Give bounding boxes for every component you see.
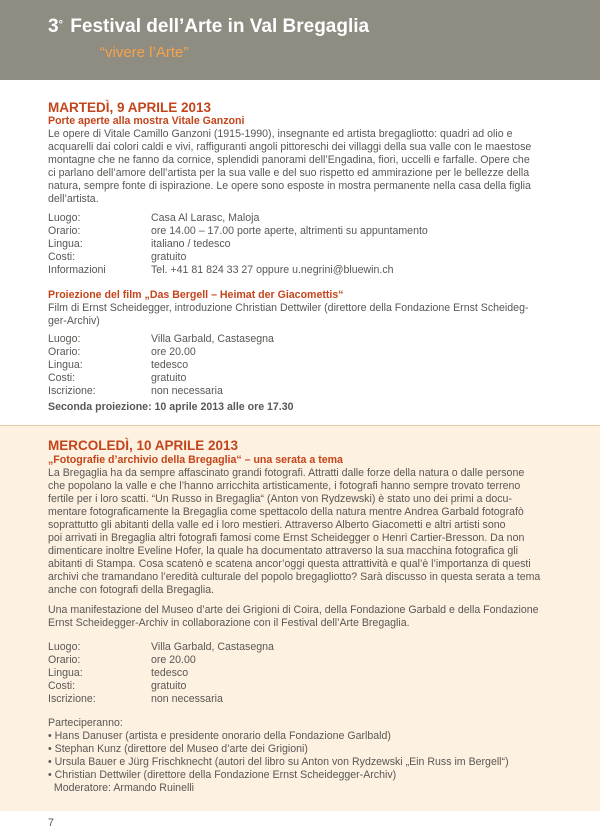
- info-row-registration: Iscrizione: non necessaria: [48, 693, 223, 705]
- info-row-cost: Costi: gratuito: [48, 680, 187, 692]
- event1-description: Le opere di Vitale Camillo Ganzoni (1915-1990), insegnante ed artista bregagliotto: quadri ad olio e acquarelli dai colori caldi e vivi, raffiguranti angoli pittoreschi dei villaggi della sua valle con le maestose montagne che ne fanno da cornice, splendidi panorami dell’Engadina, fiori, uccelli e farfalle. Opere che ci parlano dell’amore dell’artista per la sua valle e del suo rispetto ed ammirazione per le bellezze della natura, sempre fonte di ispirazione. Le opere sono esposte in mostra permanente nella casa della figlia dell’artista.: [48, 128, 532, 205]
- event1-title: Porte aperte alla mostra Vitale Ganzoni: [48, 115, 245, 127]
- info-row-location: Luogo: Casa Al Larasc, Maloja: [48, 212, 260, 224]
- event2-title: Proiezione del film „Das Bergell – Heimat der Giacomettis“: [48, 289, 344, 301]
- info-row-registration: Iscrizione: non necessaria: [48, 385, 223, 397]
- day1-heading: MARTEDÌ, 9 APRILE 2013: [48, 100, 212, 115]
- event2-info: [48, 333, 558, 398]
- event1-info: [48, 212, 558, 277]
- info-row-cost: Costi: gratuito: [48, 372, 187, 384]
- info-row-time: Orario: ore 20.00: [48, 654, 196, 666]
- info-row-language: Lingua: tedesco: [48, 359, 189, 371]
- event3-info: [48, 641, 558, 706]
- festival-subtitle: “vivere l’Arte”: [100, 44, 189, 61]
- section-day2: [0, 425, 600, 811]
- event3-title: „Fotografie d’archivio della Bregaglia“ – una serata a tema: [48, 454, 343, 466]
- festival-title: 3° Festival dell’Arte in Val Bregaglia: [48, 16, 370, 37]
- info-row-time: Orario: ore 14.00 – 17.00 porte aperte, altrimenti su appuntamento: [48, 225, 428, 237]
- event2-description: Film di Ernst Scheidegger, introduzione Christian Dettwiler (direttore della Fondazione Ernst Scheideg- ger-Archiv): [48, 302, 529, 327]
- event3-organizers: Una manifestazione del Museo d’arte dei Grigioni di Coira, della Fondazione Garbald e della Fondazione Ernst Scheidegger-Archiv in collaborazione con il Festival dell’Arte Bregaglia.: [48, 604, 539, 629]
- info-row-time: Orario: ore 20.00: [48, 346, 196, 358]
- participants-list: Parteciperanno: • Hans Danuser (artista e presidente onorario della Fondazione Garlbald) • Stephan Kunz (direttore del Museo d’arte dei Grigioni) • Ursula Bauer e Jürg Frischknecht (autori del libro su Anton von Rydzewski „Ein Russ im Bergell“) • Christian Dettwiler (direttore della Fondazione Ernst Scheidegger-Archiv) Moderatore: Armando Ruinelli: [48, 717, 509, 794]
- info-row-cost: Costi: gratuito: [48, 251, 187, 263]
- info-row-language: Lingua: italiano / tedesco: [48, 238, 231, 250]
- info-row-location: Luogo: Villa Garbald, Castasegna: [48, 333, 274, 345]
- info-row-contact: Informazioni Tel. +41 81 824 33 27 oppure u.negrini@bluewin.ch: [48, 264, 394, 276]
- day2-heading: MERCOLEDÌ, 10 APRILE 2013: [48, 438, 239, 453]
- event3-description: La Bregaglia ha da sempre affascinato grandi fotografi. Attratti dalle forze della natura o dalle persone che popolano la valle e che l’hanno arricchita artisticamente, i fotografi hanno sempre trovato terreno fertile per i loro scatti. “Un Russo in Bregaglia“ (Anton von Rydzewski) è stato uno dei primi a docu- mentare fotograficamente la Bregaglia come spettacolo della natura mentre Andrea Garbald fotografò soprattutto gli abitanti della valle ed i loro mestieri. Attraverso Alberto Giacometti e altri artisti sono poi arrivati in Bregaglia altri fotografi famosi come Ernst Scheidegger o Henri Cartier-Bresson. Da non dimenticare inoltre Eveline Hofer, la quale ha documentato attraverso la sua macchina fotografica gli abitanti di Stampa. Cosa scatenò e scatena ancor’oggi questa attrattività e qual’è l’importanza di questi archivi che tramandano l’eredità culturale del popolo bregagliotto? Sarà discusso in questa serata a tema anche con fotografi della Bregaglia.: [48, 467, 541, 596]
- info-row-language: Lingua: tedesco: [48, 667, 189, 679]
- section-day1: [0, 80, 600, 425]
- second-showing-note: Seconda proiezione: 10 aprile 2013 alle ore 17.30: [48, 401, 294, 413]
- header-banner: [0, 0, 600, 80]
- info-row-location: Luogo: Villa Garbald, Castasegna: [48, 641, 274, 653]
- page-number: 7: [48, 817, 54, 829]
